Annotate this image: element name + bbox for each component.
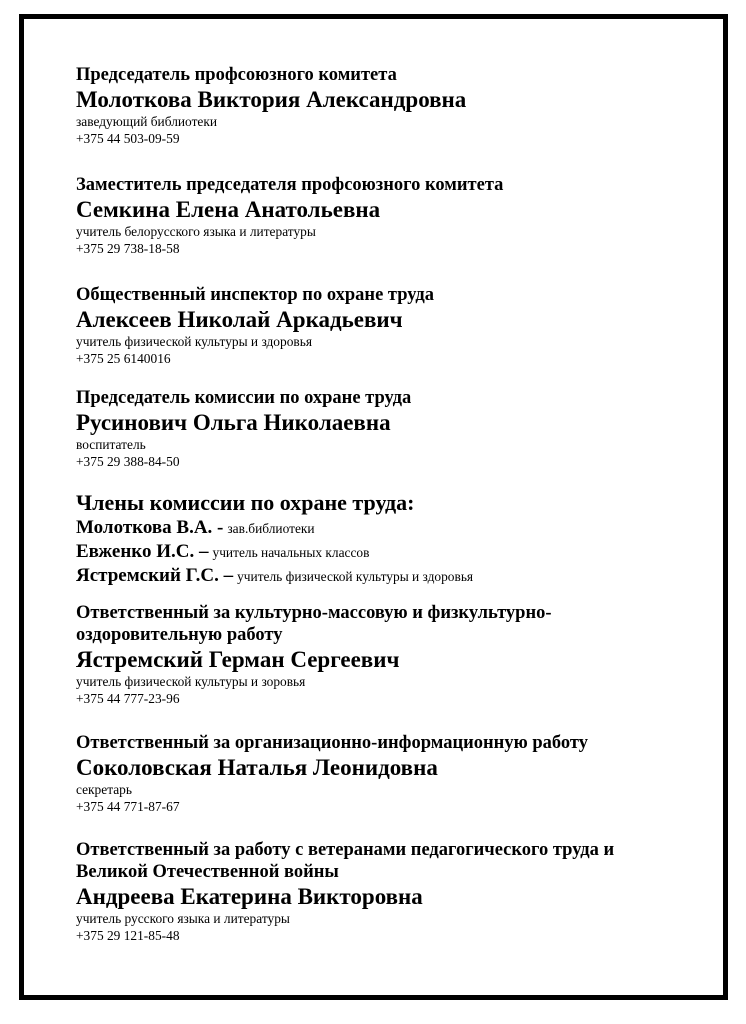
section-role: Председатель профсоюзного комитета	[76, 65, 397, 85]
person-phone: +375 44 777-23-96	[76, 691, 180, 706]
person-name: Семкина Елена Анатольевна	[76, 197, 381, 222]
person-name: Молоткова Виктория Александровна	[76, 87, 467, 112]
member-role: зав.библиотеки	[227, 521, 315, 536]
section-chairman	[76, 64, 706, 147]
section-role: Ответственный за культурно-массовую и физкультурно-	[76, 603, 552, 623]
section-deputy-chairman	[76, 174, 706, 257]
person-position: учитель русского языка и литературы	[76, 911, 290, 926]
person-name: Ястремский Герман Сергеевич	[76, 647, 400, 672]
section-role: Председатель комиссии по охране труда	[76, 388, 412, 408]
person-position: учитель физической культуры и зоровья	[76, 674, 306, 689]
section-organizational-work	[76, 732, 706, 815]
section-role-continued: оздоровительную работу	[76, 625, 283, 645]
person-phone: +375 44 771-87-67	[76, 799, 180, 814]
section-commission-members	[76, 490, 706, 588]
section-cultural-work	[76, 602, 706, 707]
document-body	[76, 64, 706, 944]
person-position: воспитатель	[76, 437, 146, 452]
person-phone: +375 25 6140016	[76, 351, 171, 366]
member-item	[76, 564, 706, 588]
section-role: Ответственный за организационно-информационную работу	[76, 733, 588, 753]
member-item	[76, 516, 706, 540]
section-veterans-work	[76, 839, 706, 944]
member-role: учитель начальных классов	[212, 545, 370, 560]
members-heading: Члены комиссии по охране труда:	[76, 490, 415, 515]
person-name: Андреева Екатерина Викторовна	[76, 884, 423, 909]
person-position: секретарь	[76, 782, 132, 797]
person-name: Соколовская Наталья Леонидовна	[76, 755, 438, 780]
member-role: учитель физической культуры и здоровья	[237, 569, 474, 584]
section-role: Общественный инспектор по охране труда	[76, 285, 434, 305]
person-phone: +375 29 121-85-48	[76, 928, 180, 943]
section-commission-chairman	[76, 387, 706, 470]
person-phone: +375 29 388-84-50	[76, 454, 180, 469]
person-position: учитель белорусского языка и литературы	[76, 224, 316, 239]
member-name: Евженко И.С. –	[76, 541, 209, 562]
member-name: Ястремский Г.С. –	[76, 565, 234, 586]
person-name: Русинович Ольга Николаевна	[76, 410, 391, 435]
person-phone: +375 29 738-18-58	[76, 241, 180, 256]
member-item	[76, 540, 706, 564]
person-position: заведующий библиотеки	[76, 114, 218, 129]
section-role-continued: Великой Отечественной войны	[76, 862, 339, 882]
section-safety-inspector	[76, 284, 706, 367]
person-phone: +375 44 503-09-59	[76, 131, 180, 146]
section-role: Ответственный за работу с ветеранами педагогического труда и	[76, 840, 615, 860]
person-name: Алексеев Николай Аркадьевич	[76, 307, 403, 332]
section-role: Заместитель председателя профсоюзного комитета	[76, 175, 504, 195]
member-name: Молоткова В.А. -	[76, 517, 224, 538]
person-position: учитель физической культуры и здоровья	[76, 334, 312, 349]
